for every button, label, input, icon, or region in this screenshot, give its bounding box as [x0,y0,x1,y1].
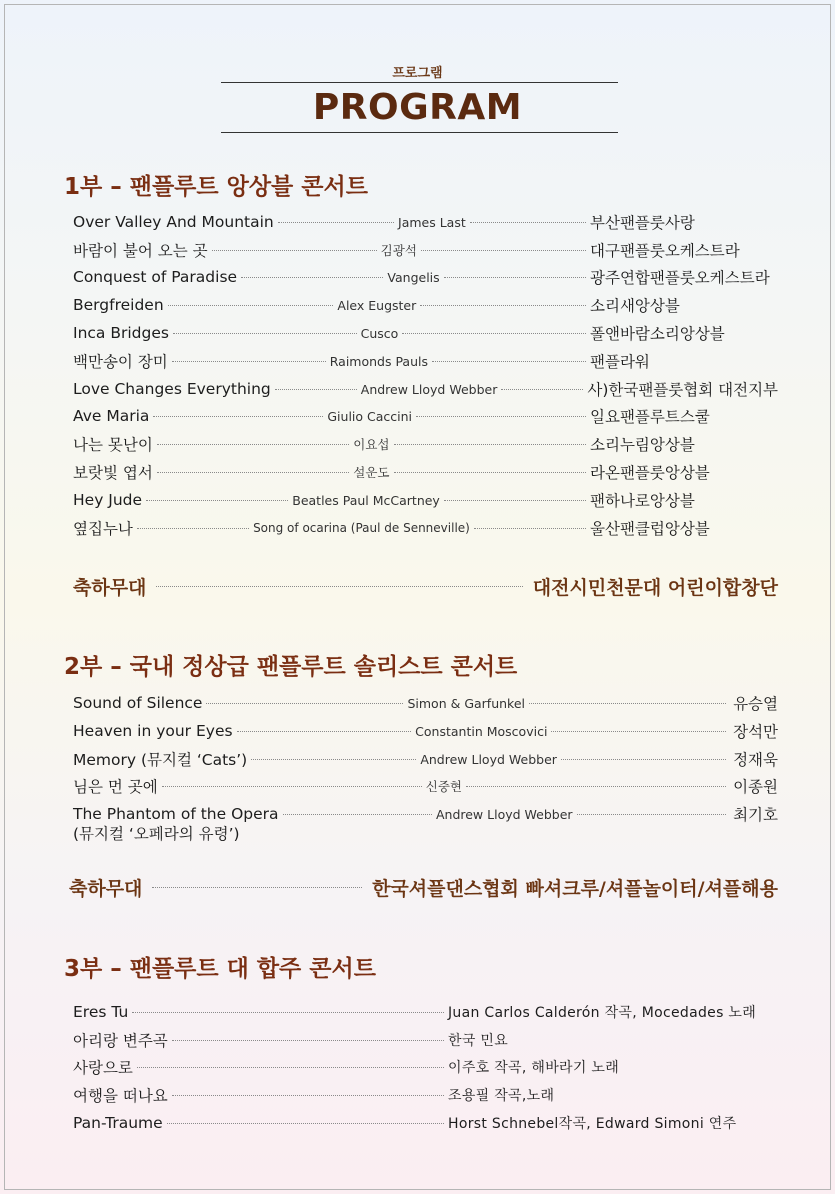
performer: 팬플라워 [590,353,650,371]
leader-dots [212,250,377,251]
leader-dots [444,500,586,501]
song-title: Love Changes Everything [73,380,271,398]
leader-dots [237,731,412,732]
performer: 부산팬플룻사랑 [590,214,695,232]
performer: 유승열 [733,695,778,713]
leader-dots [132,1012,444,1013]
performer: 울산팬클럽앙상블 [590,520,710,538]
program-row [73,489,778,511]
leader-dots [416,416,586,417]
leader-dots [466,786,726,787]
leader-dots [394,472,586,473]
program-row [73,350,778,372]
leader-dots [251,759,416,760]
leader-dots [501,389,583,390]
program-row [73,517,778,539]
performer: 광주연합팬플룻오케스트라 [590,269,770,287]
program-row [73,1056,778,1078]
song-title: Memory (뮤지컬 ‘Cats’) [73,751,248,769]
song-info: 한국 민요 [448,1033,509,1049]
leader-dots [167,1123,444,1124]
song-title: Ave Maria [73,407,150,425]
leader-dots [162,786,422,787]
song-title: Bergfreiden [73,296,164,314]
program-row [73,1029,778,1051]
performer: 이종원 [733,778,778,796]
leader-dots [275,389,357,390]
composer: Giulio Caccini [327,408,413,424]
celebration-performer: 한국셔플댄스협회 빠셔크루/셔플놀이터/셔플해용 [372,878,778,900]
song-title: Hey Jude [73,491,143,509]
leader-dots [577,814,726,815]
program-row [73,322,778,344]
leader-dots [157,444,349,445]
song-title: 백만송이 장미 [73,353,168,371]
leader-dots [278,222,394,223]
program-row [73,692,778,714]
song-title: The Phantom of the Opera [73,805,279,823]
program-row [73,720,778,742]
composer: Andrew Lloyd Webber [435,806,573,822]
program-row [73,748,778,770]
leader-dots [173,333,357,334]
composer: Simon & Garfunkel [407,695,526,711]
song-title: 님은 먼 곳에 [73,778,158,796]
song-title: 바람이 불어 오는 곳 [73,242,208,260]
program-row [73,294,778,316]
program-row [73,405,778,427]
composer: Andrew Lloyd Webber [420,751,557,767]
leader-dots [394,444,586,445]
leader-dots [241,277,383,278]
leader-dots [157,472,349,473]
program-row [73,378,778,400]
leader-dots [421,250,586,251]
song-title: Heaven in your Eyes [73,722,233,740]
leader-dots [172,1040,444,1041]
song-title: Over Valley And Mountain [73,213,274,231]
composer: Cusco [360,325,399,341]
leader-dots [283,814,432,815]
celebration-label: 축하무대 [73,577,147,599]
leader-dots [444,277,586,278]
song-title: Conquest of Paradise [73,268,238,286]
composer: Constantin Moscovici [415,723,548,739]
composer: 신중현 [425,779,462,794]
performer: 라온팬플룻앙상블 [590,464,710,482]
leader-dots [474,528,586,529]
song-title: 아리랑 변주곡 [73,1032,168,1050]
part3-title: 3부 – 팬플루트 대 합주 콘서트 [64,956,376,982]
song-title: Eres Tu [73,1003,129,1021]
song-title: Sound of Silence [73,694,203,712]
composer: Raimonds Pauls [329,353,429,369]
composer: Song of ocarina (Paul de Senneville) [253,521,470,535]
performer: 팬하나로앙상블 [590,492,695,510]
leader-dots [152,887,362,888]
leader-dots [402,333,586,334]
song-info: 이주호 작곡, 해바라기 노래 [448,1060,620,1076]
composer: Andrew Lloyd Webber [360,381,498,397]
program-row [73,211,778,233]
composer: Alex Eugster [337,297,417,313]
song-title: 보랏빛 엽서 [73,464,153,482]
performer: 소리새앙상블 [590,297,680,315]
program-row [73,461,778,483]
leader-dots [153,416,323,417]
song-info: Juan Carlos Calderón 작곡, Mocedades 노래 [448,1005,757,1021]
leader-dots [137,528,249,529]
leader-dots [432,361,586,362]
celebration-performer: 대전시민천문대 어린이합창단 [532,577,778,599]
composer: 설운도 [353,465,390,480]
song-info: 조용필 작곡,노래 [448,1088,555,1104]
leader-dots [156,586,522,587]
leader-dots [137,1067,444,1068]
performer: 폴앤바람소리앙상블 [590,325,725,343]
performer: 소리누림앙상블 [590,436,695,454]
performer: 장석만 [733,723,779,741]
composer: James Last [398,214,466,230]
program-row [73,239,778,261]
song-title: 옆집누나 [73,520,133,538]
leader-dots [529,703,726,704]
leader-dots [551,731,726,732]
leader-dots [561,759,726,760]
program-row [73,775,778,797]
leader-dots [172,1095,444,1096]
composer: 김광석 [380,243,417,258]
song-title: Inca Bridges [73,324,169,342]
part1-celebration [73,573,778,600]
leader-dots [172,361,326,362]
header-rule-bottom [221,132,618,133]
part1-title: 1부 – 팬플루트 앙상블 콘서트 [64,174,368,200]
part2-title: 2부 – 국내 정상급 팬플루트 솔리스트 콘서트 [64,654,518,680]
performer: 대구팬플룻오케스트라 [590,242,740,260]
performer: 정재욱 [733,751,778,769]
performer: 사)한국팬플룻협회 대전지부 [587,381,779,399]
part2-celebration [69,874,778,901]
celebration-label: 축하무대 [69,878,143,900]
program-row [73,1001,778,1023]
header-rule-top [221,82,618,83]
song-subtitle: (뮤지컬 ‘오페라의 유령’) [73,825,240,843]
performer: 일요팬플루트스쿨 [590,408,710,426]
leader-dots [420,305,586,306]
performer: 최기호 [733,806,778,824]
leader-dots [146,500,288,501]
leader-dots [206,703,403,704]
leader-dots [470,222,586,223]
header-title: PROGRAM [312,87,523,128]
song-title: Pan-Traume [73,1114,163,1132]
song-title: 여행을 떠나요 [73,1087,168,1105]
header-korean-title: 프로그램 [392,66,443,81]
leader-dots [168,305,334,306]
composer: Beatles Paul McCartney [292,492,440,508]
program-row [73,433,778,455]
program-row [73,1112,778,1134]
composer: Vangelis [387,269,440,285]
song-title: 나는 못난이 [73,436,153,454]
song-title: 사랑으로 [73,1059,133,1077]
program-row [73,266,778,288]
composer: 이요섭 [353,437,390,452]
song-info: Horst Schnebel작곡, Edward Simoni 연주 [448,1116,737,1132]
program-row [73,1084,778,1106]
